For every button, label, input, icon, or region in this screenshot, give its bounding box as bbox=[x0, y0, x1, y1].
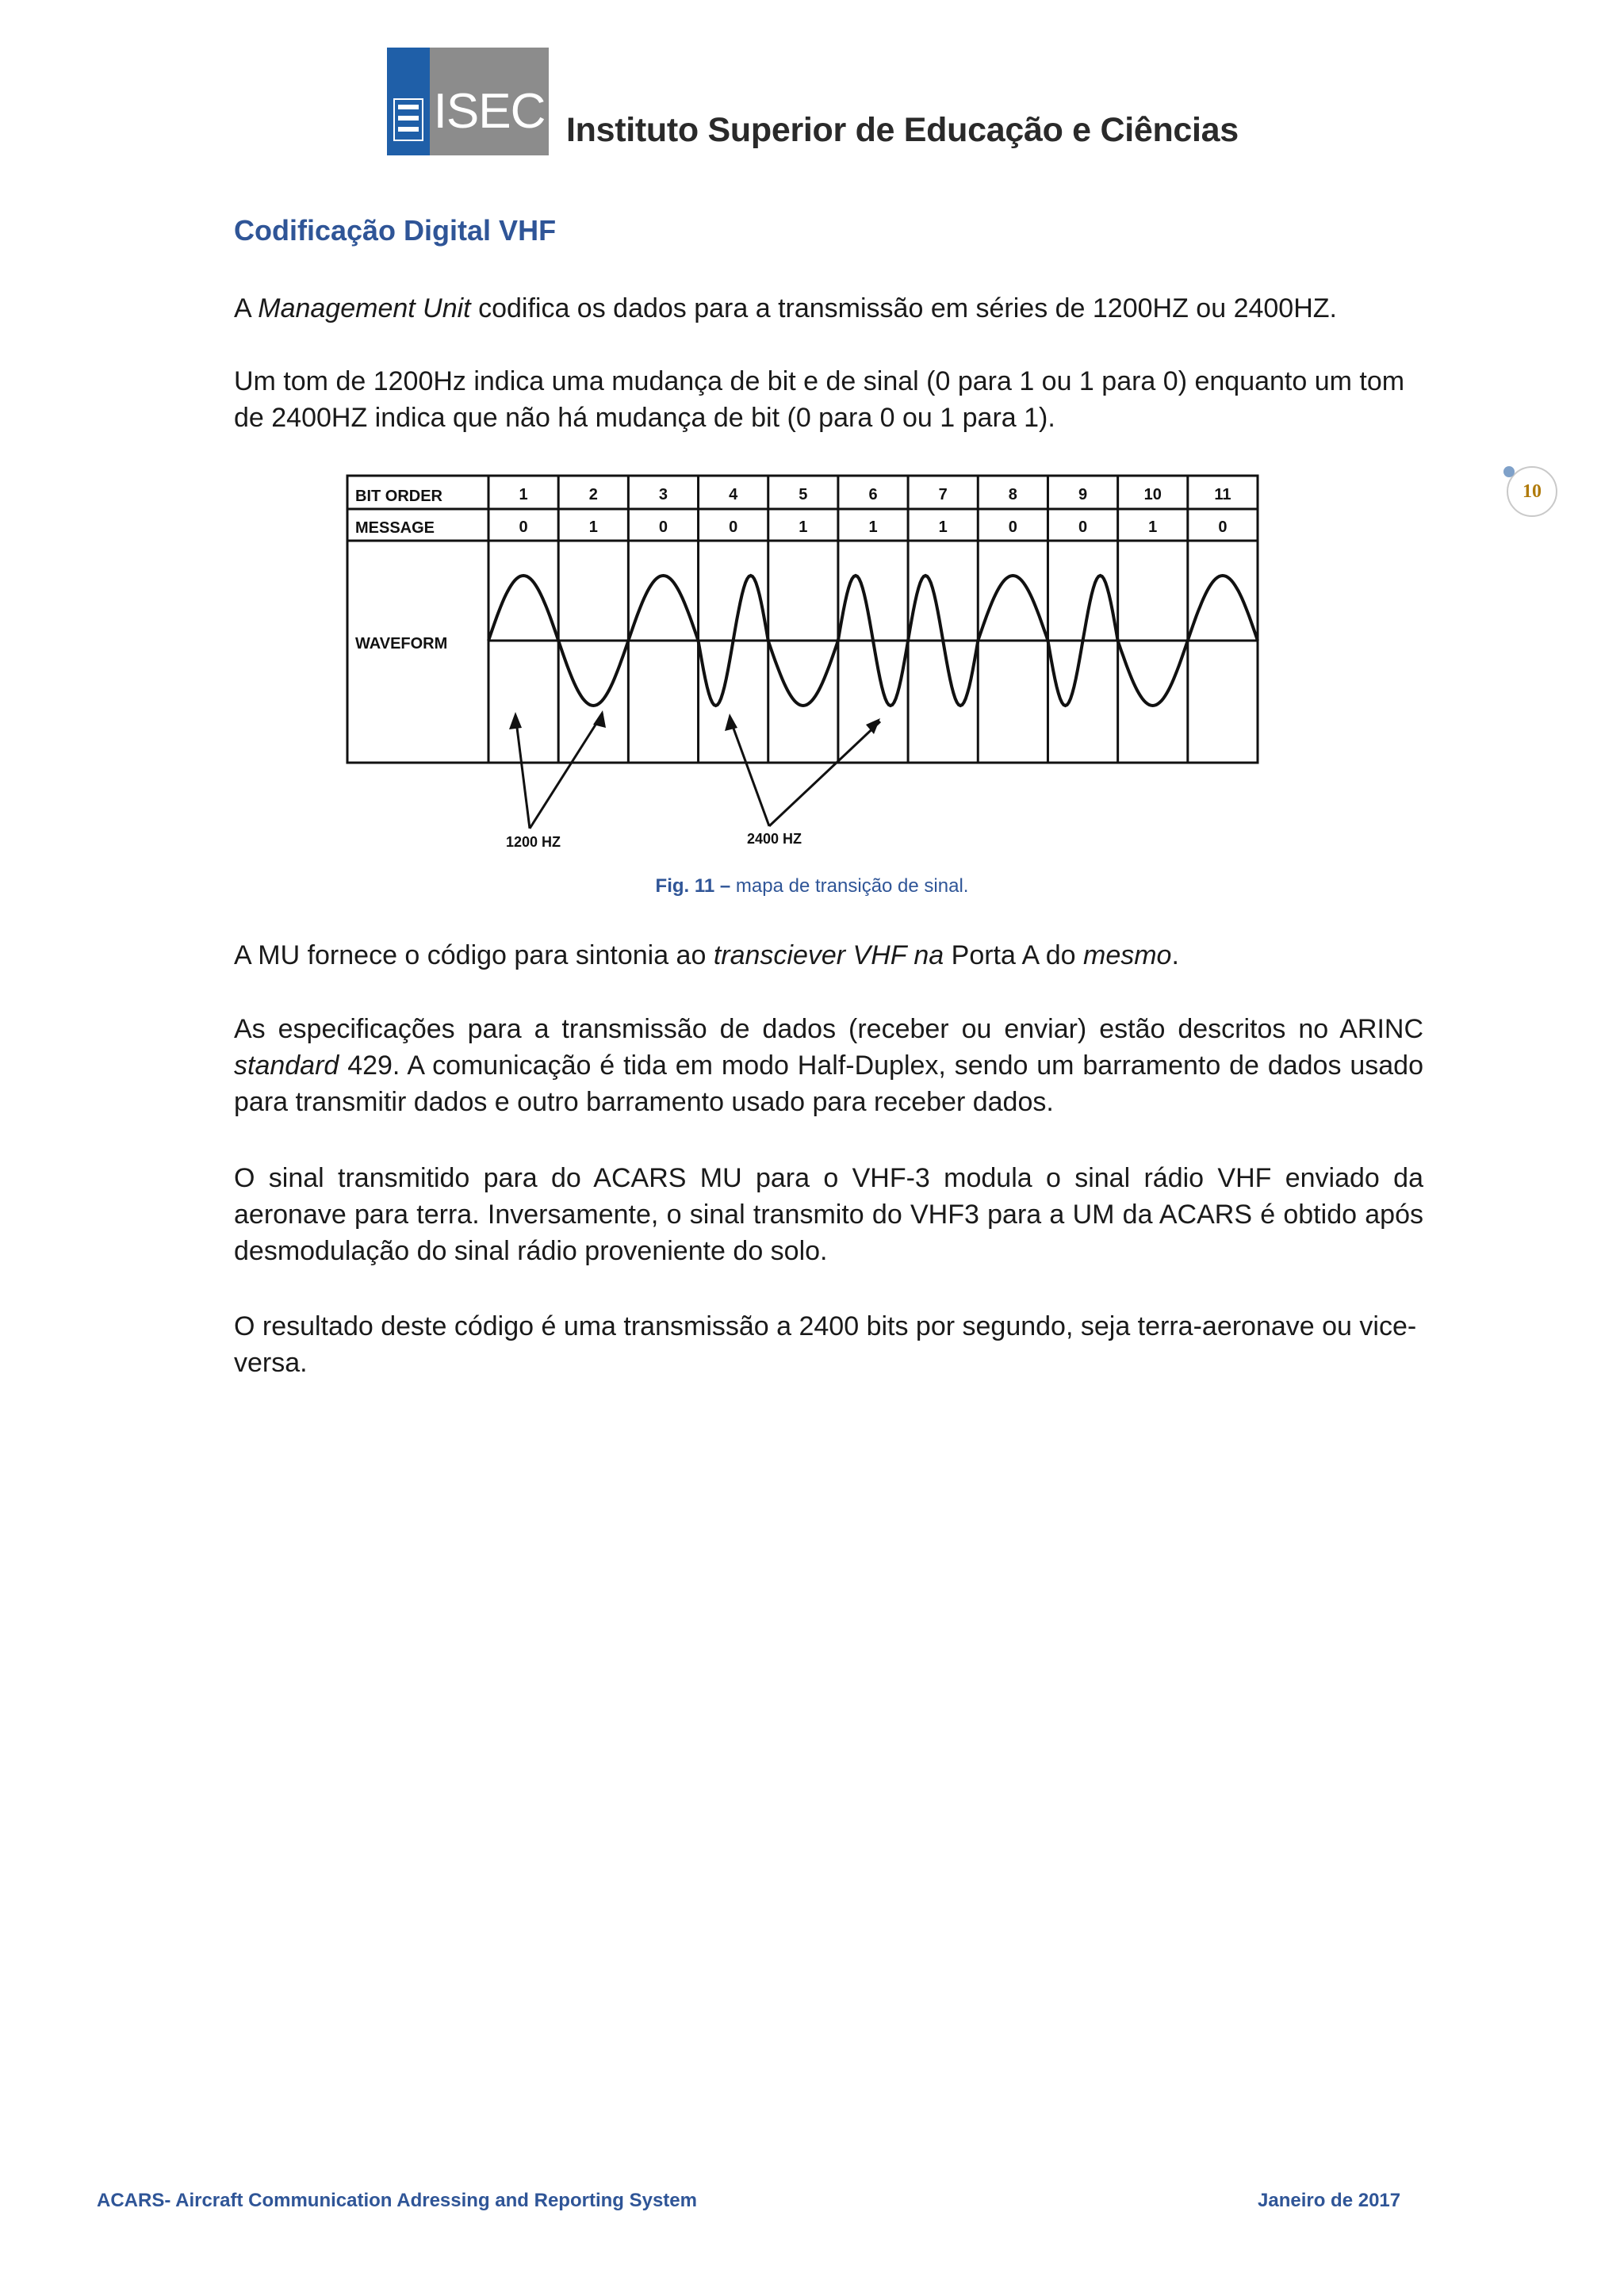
bit-order-cell: 6 bbox=[868, 486, 878, 503]
footer-title: ACARS- Aircraft Communication Adressing and Reporting System bbox=[97, 2190, 697, 2211]
paragraph-2: Um tom de 1200Hz indica uma mudança de bit e de sinal (0 para 1 ou 1 para 0) enquanto um tom de 2400HZ indica que não há mudança de bit (0 para 0 ou 1 para 1). bbox=[234, 366, 1405, 433]
paragraph-1: A Management Unit codifica os dados para a transmissão em séries de 1200HZ ou 2400HZ. bbox=[234, 293, 1337, 323]
signal-transition-figure bbox=[341, 460, 1269, 856]
message-cell: 1 bbox=[588, 519, 598, 536]
paragraph-6: O resultado deste código é uma transmissão a 2400 bits por segundo, seja terra-aeronave ou vice-versa. bbox=[234, 1311, 1417, 1378]
paragraph-5: O sinal transmitido para do ACARS MU para o VHF-3 modula o sinal rádio VHF enviado da aeronave para terra. Inversamente, o sinal transmito do VHF3 para a UM da ACARS é obtido após desmodulação do sinal rádio proveniente do solo. bbox=[234, 1163, 1423, 1266]
bit-order-cell: 2 bbox=[588, 486, 598, 503]
bit-order-cell: 4 bbox=[729, 486, 738, 503]
row-label-message: MESSAGE bbox=[355, 519, 435, 537]
bit-order-cell: 11 bbox=[1214, 486, 1231, 503]
message-cell: 0 bbox=[729, 519, 738, 536]
message-cell: 0 bbox=[1078, 519, 1088, 536]
bit-order-cell: 1 bbox=[519, 486, 528, 503]
bit-order-cell: 9 bbox=[1078, 486, 1088, 503]
logo-text: ISEC bbox=[430, 48, 549, 155]
message-cell: 0 bbox=[1218, 519, 1228, 536]
label-2400hz: 2400 HZ bbox=[747, 831, 802, 847]
page-dot-icon bbox=[1503, 466, 1515, 477]
bit-order-cell: 10 bbox=[1143, 486, 1162, 503]
bit-order-cell: 3 bbox=[658, 486, 668, 503]
paragraph-4: As especificações para a transmissão de dados (receber ou enviar) estão descritos no ARINC standard 429. A comunicação é tida em modo Half-Duplex, sendo um barramento de dados usado para transmitir dados e outro barramento usado para receber dados. bbox=[234, 1014, 1423, 1117]
bit-order-cell: 5 bbox=[799, 486, 808, 503]
arrowheads bbox=[509, 710, 880, 734]
message-cell: 1 bbox=[938, 519, 948, 536]
paragraph-3: A MU fornece o código para sintonia ao transciever VHF na Porta A do mesmo. bbox=[234, 940, 1179, 970]
footer-date: Janeiro de 2017 bbox=[1258, 2190, 1401, 2211]
crest-icon bbox=[387, 48, 430, 155]
isec-logo bbox=[387, 48, 549, 155]
section-title: Codificação Digital VHF bbox=[234, 214, 557, 247]
message-cell: 0 bbox=[1008, 519, 1017, 536]
message-cell: 1 bbox=[1148, 519, 1158, 536]
label-1200hz: 1200 HZ bbox=[506, 834, 561, 850]
figure-caption: Fig. 11 – mapa de transição de sinal. bbox=[655, 875, 969, 897]
bit-order-cell: 7 bbox=[938, 486, 948, 503]
page-number: 10 bbox=[1507, 466, 1557, 517]
bit-order-cell: 8 bbox=[1008, 486, 1017, 503]
institution-name: Instituto Superior de Educação e Ciências bbox=[566, 111, 1239, 149]
row-label-bit-order: BIT ORDER bbox=[355, 488, 442, 505]
message-cell: 1 bbox=[799, 519, 808, 536]
message-cell: 0 bbox=[519, 519, 528, 536]
row-label-waveform: WAVEFORM bbox=[355, 635, 448, 652]
message-cell: 0 bbox=[658, 519, 668, 536]
message-cell: 1 bbox=[868, 519, 878, 536]
